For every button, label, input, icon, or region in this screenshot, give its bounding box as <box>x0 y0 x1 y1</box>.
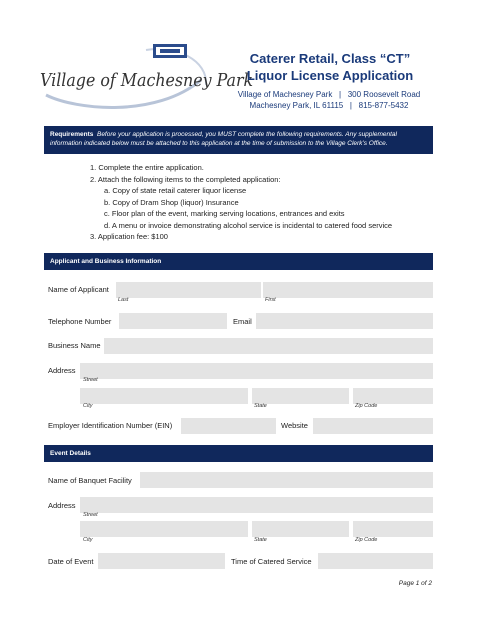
facility-name-label: Name of Banquet Facility <box>48 476 132 485</box>
event-date-label: Date of Event <box>48 557 94 566</box>
requirements-label: Requirements <box>50 131 94 138</box>
service-time-field[interactable] <box>318 553 433 569</box>
ein-field[interactable] <box>181 418 276 434</box>
address-line-2: Machesney Park, IL 61115 | 815-877-5432 <box>249 101 409 110</box>
event-street-field[interactable] <box>80 497 433 513</box>
applicant-first-name-field[interactable] <box>263 282 433 298</box>
page-number: Page 1 of 2 <box>398 580 432 587</box>
document-title <box>240 50 420 84</box>
requirements-checklist <box>90 162 392 243</box>
event-state-field[interactable] <box>252 521 349 537</box>
event-street-caption: Street <box>83 512 98 518</box>
checklist-item-1: 1. Complete the entire application. <box>90 163 204 172</box>
applicant-name-label: Name of Applicant <box>48 285 109 294</box>
applicant-state-field[interactable] <box>252 388 349 404</box>
applicant-zip-caption: Zip Code <box>355 403 378 409</box>
applicant-state-caption: State <box>254 403 267 409</box>
facility-name-field[interactable] <box>140 472 433 488</box>
checklist-item-3: 3. Application fee: $100 <box>90 232 168 241</box>
ein-label: Employer Identification Number (EIN) <box>48 421 173 430</box>
website-label: Website <box>281 421 308 430</box>
applicant-street-caption: Street <box>83 377 98 383</box>
event-date-field[interactable] <box>98 553 225 569</box>
checklist-sub-d: d. A menu or invoice demonstrating alcohol service is incidental to catered food service <box>104 220 393 230</box>
requirements-banner <box>44 126 433 154</box>
applicant-street-field[interactable] <box>80 363 433 379</box>
checklist-sub-c: c. Floor plan of the event, marking serving locations, entrances and exits <box>104 209 345 218</box>
event-address-label: Address <box>48 501 76 510</box>
event-city-caption: City <box>83 537 93 543</box>
first-caption: First <box>265 297 276 303</box>
applicant-last-name-field[interactable] <box>116 282 261 298</box>
village-logo <box>36 40 254 120</box>
last-caption: Last <box>118 297 129 303</box>
applicant-city-caption: City <box>83 403 93 409</box>
applicant-city-field[interactable] <box>80 388 248 404</box>
applicant-zip-field[interactable] <box>353 388 433 404</box>
event-city-field[interactable] <box>80 521 248 537</box>
phone-field[interactable] <box>119 313 227 329</box>
website-field[interactable] <box>313 418 433 434</box>
event-zip-field[interactable] <box>353 521 433 537</box>
checklist-sub-a: a. Copy of state retail caterer liquor license <box>104 186 247 195</box>
email-field[interactable] <box>256 313 433 329</box>
checklist-sub-b: b. Copy of Dram Shop (liquor) Insurance <box>104 197 239 207</box>
applicant-section-heading: Applicant and Business Information <box>44 253 433 270</box>
title-line-2: Liquor License Application <box>246 68 414 83</box>
contact-address <box>226 89 432 111</box>
business-name-label: Business Name <box>48 341 101 350</box>
service-time-label: Time of Catered Service <box>231 557 312 566</box>
requirements-text: Before your application is processed, you MUST complete the following requirements. Any supplemental information indicated below must be attached to this application at the time of submission to the Village Clerk’s Office. <box>50 131 397 147</box>
address-line-1: Village of Machesney Park | 300 Roosevelt Road <box>237 90 421 99</box>
title-line-1: Caterer Retail, Class “CT” <box>249 51 411 66</box>
logo-wordmark: Village of Machesney Park <box>40 70 254 91</box>
event-zip-caption: Zip Code <box>355 537 378 543</box>
business-name-field[interactable] <box>104 338 433 354</box>
event-state-caption: State <box>254 537 267 543</box>
email-label: Email <box>233 317 252 326</box>
checklist-item-2: 2. Attach the following items to the completed application: <box>90 174 281 184</box>
phone-label: Telephone Number <box>48 317 112 326</box>
applicant-address-label: Address <box>48 366 76 375</box>
event-section-heading: Event Details <box>44 445 433 462</box>
